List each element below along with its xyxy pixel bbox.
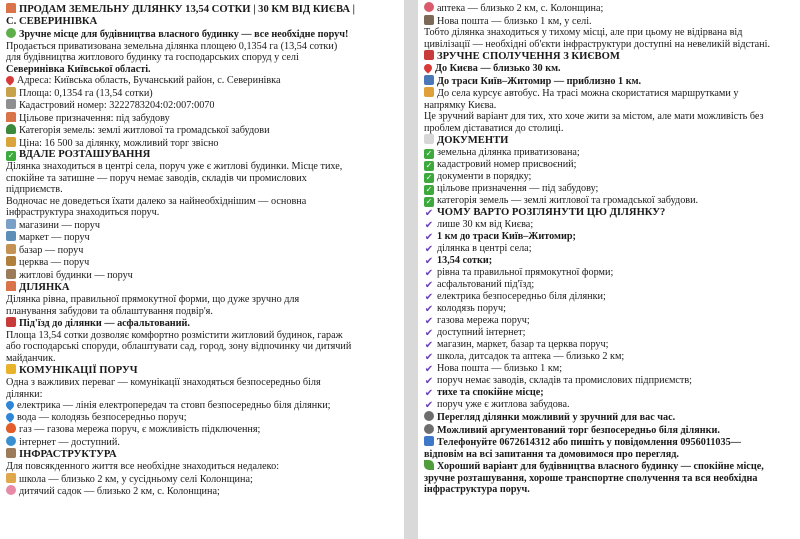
line-text: маркет — поруч: [19, 232, 90, 243]
line-text: Северинівка Київської області.: [6, 63, 151, 75]
line-text: рівна та правильної прямокутної форми;: [437, 267, 614, 278]
line-text: Одна з важливих переваг — комунікації знаходяться безпосередньо біля: [6, 377, 321, 388]
section-heading: [6, 281, 396, 294]
text-line: [424, 243, 794, 255]
text-line: [424, 15, 794, 28]
line-text: ділянки:: [6, 388, 43, 400]
text-line: [424, 2, 794, 15]
text-line: [6, 161, 396, 173]
sprout-icon: [6, 28, 16, 38]
speech-icon: [424, 424, 434, 434]
line-text: газ — газова мережа поруч, є можливість підключення;: [19, 424, 261, 435]
line-text: Телефонуйте 0672614312 або пишіть у повідомлення 0956011035—: [437, 437, 741, 448]
line-text: школа — близько 2 км, у сусідньому селі Колонщина;: [19, 473, 253, 485]
tree-icon: [6, 124, 16, 134]
checkmark-icon: ✔: [424, 328, 434, 339]
line-text: земельна ділянка приватизована;: [437, 147, 580, 158]
checkmark-icon: ✔: [424, 220, 434, 231]
text-line: [424, 375, 794, 387]
line-text: До траси Київ–Житомир — приблизно 1 км.: [437, 75, 642, 87]
text-line: [424, 387, 794, 399]
car-icon: [6, 317, 16, 327]
phone-icon: [424, 436, 434, 446]
basket-icon: [6, 244, 16, 254]
line-text: категорія земель — землі житлової та громадської забудови.: [437, 195, 699, 206]
pin-icon: [6, 75, 16, 86]
line-text: С. СЕВЕРИНІВКА: [6, 16, 98, 27]
house-icon: [6, 112, 16, 122]
line-text: базар — поруч: [19, 244, 84, 256]
text-line: [424, 63, 794, 75]
pin-icon: [424, 63, 434, 74]
checkmark-icon: ✔: [424, 316, 434, 327]
text-line: [6, 256, 396, 269]
line-text: колодязь поруч;: [437, 303, 506, 314]
text-line: [6, 28, 396, 41]
text-line: [424, 363, 794, 375]
text-line: [6, 137, 396, 150]
text-line: [6, 377, 396, 389]
line-text: Ціна: 16 500 за ділянку, можливий торг звісно: [19, 137, 219, 149]
ruler-icon: [6, 87, 16, 97]
section-heading: [424, 50, 794, 63]
line-text: спокійне та затишне — поруч немає заводів, складів чи промислових: [6, 172, 307, 184]
text-line: [6, 207, 396, 219]
text-line: [6, 219, 396, 232]
text-line: [6, 87, 396, 100]
checkmark-icon: ✔: [424, 280, 434, 291]
check-icon: ✓: [7, 151, 15, 160]
checkmark-icon: ✔: [424, 268, 434, 279]
checkmark-icon: ✔: [424, 388, 434, 399]
line-text: інтернет — доступний.: [19, 436, 120, 448]
text-line: [424, 291, 794, 303]
line-text: Нова пошта — близько 1 км;: [437, 363, 563, 374]
text-line: [424, 183, 794, 195]
section-heading: [424, 134, 794, 147]
line-text: дитячий садок — близько 2 км, с. Колонщина;: [19, 486, 220, 497]
section-heading: [6, 3, 396, 16]
line-text: вода — колодязь безпосередньо поруч;: [17, 411, 187, 423]
line-text: відповім на всі запитання та домовимося про перегляд.: [424, 448, 679, 460]
section-heading: [6, 149, 396, 161]
line-text: кадастровий номер присвоєний;: [437, 159, 577, 170]
road-icon: [424, 75, 434, 85]
text-line: [6, 473, 396, 486]
line-text: аптека — близько 2 км, с. Колонщина;: [437, 3, 604, 14]
checkmark-icon: ✔: [424, 364, 434, 375]
baby-icon: [6, 485, 16, 495]
houses-icon: [6, 269, 16, 279]
line-text: інфраструктура знаходиться поруч.: [6, 207, 160, 218]
text-line: [6, 330, 396, 342]
checkmark-icon: ✔: [424, 304, 434, 315]
line-text: ДІЛЯНКА: [19, 282, 70, 293]
eye-icon: [424, 411, 434, 421]
text-line: [6, 112, 396, 125]
text-line: [424, 399, 794, 411]
car-icon: [424, 50, 434, 60]
line-text: Хороший варіант для будівництва власного будинку — спокійне місце,: [437, 461, 764, 472]
line-text: електрика безпосередньо біля ділянки;: [437, 291, 606, 302]
line-text: Кадастровий номер: 3222783204:02:007:0070: [19, 100, 215, 111]
line-text: До села курсує автобус. На трасі можна скористатися маршрутками у: [437, 88, 739, 99]
water-drop-icon: [6, 412, 16, 423]
text-line: [6, 341, 396, 353]
text-line: [424, 147, 794, 159]
checkmark-icon: ✔: [424, 232, 434, 243]
line-text: тихе та спокійне місце;: [437, 387, 544, 398]
section-heading: [424, 207, 794, 219]
line-text: підприємств.: [6, 184, 63, 195]
text-line: [6, 461, 396, 473]
line-text: 1 км до траси Київ–Житомир;: [437, 231, 576, 242]
text-line: [6, 389, 396, 401]
line-text: напрямку Києва.: [424, 99, 497, 111]
text-line: [424, 267, 794, 279]
line-text: асфальтований під'їзд;: [437, 279, 535, 290]
text-line: [6, 184, 396, 196]
globe-icon: [6, 436, 16, 446]
text-line: [6, 294, 396, 306]
text-line: [6, 412, 396, 424]
check-icon: ✓: [425, 197, 433, 206]
text-line: [6, 317, 396, 330]
check-icon: ✓: [425, 173, 433, 182]
line-text: Ділянка рівна, правильної прямокутної форми, що дуже зручно для: [6, 294, 300, 305]
text-line: [424, 327, 794, 339]
line-text: Нова пошта — близько 1 км, у селі.: [437, 15, 592, 27]
line-text: Адреса: Київська область, Бучанський район, с. Северинівка: [17, 75, 281, 86]
pill-icon: [424, 2, 434, 12]
building-icon: [6, 448, 16, 458]
line-text: цільове призначення — під забудову;: [437, 183, 599, 194]
text-line: [6, 269, 396, 282]
checkmark-icon: ✔: [424, 256, 434, 267]
line-text: Під'їзд до ділянки — асфальтований.: [19, 318, 190, 329]
text-line: [6, 75, 396, 87]
document-page-right: [418, 0, 800, 539]
line-text: Площа: 0,1354 га (13,54 сотки): [19, 87, 153, 99]
line-text: цивілізації — необхідні об'єкти інфраструктури доступні на невеликій відстані.: [424, 38, 771, 50]
line-text: Продається приватизована земельна ділянка площею 0,1354 га (13,54 сотки): [6, 40, 338, 52]
checkmark-icon: ✔: [424, 400, 434, 411]
line-text: Це зручний варіант для тих, хто хоче жити за містом, але мати можливість без: [424, 111, 764, 122]
text-line: [6, 52, 396, 64]
text-line: [424, 159, 794, 171]
line-text: ЗРУЧНЕ СПОЛУЧЕННЯ З КИЄВОМ: [437, 51, 620, 62]
section-heading: [6, 16, 396, 28]
section-heading: [6, 448, 396, 461]
line-text: лише 30 км від Києва;: [437, 219, 534, 230]
line-text: ДОКУМЕНТИ: [437, 135, 509, 146]
text-line: [424, 75, 794, 88]
checkmark-icon: ✔: [424, 352, 434, 363]
checkmark-icon: ✔: [424, 208, 434, 219]
line-text: церква — поруч: [19, 257, 90, 268]
line-text: газова мережа поруч;: [437, 315, 530, 326]
section-heading: [6, 364, 396, 377]
text-line: [424, 436, 794, 449]
text-line: [424, 315, 794, 327]
line-text: Можливий аргументований торг безпосередньо біля ділянки.: [437, 424, 720, 436]
mailbox-icon: [424, 15, 434, 25]
document-icon: [6, 99, 16, 109]
checkmark-icon: ✔: [424, 340, 434, 351]
line-text: 13,54 сотки;: [437, 255, 493, 266]
line-text: електрика — лінія електропередач та стовп безпосередньо біля ділянки;: [17, 400, 331, 411]
line-text: ІНФРАСТРУКТУРА: [19, 449, 117, 460]
text-line: [6, 124, 396, 137]
text-line: [424, 279, 794, 291]
memo-icon: [424, 134, 434, 144]
text-line: [424, 424, 794, 437]
school-icon: [6, 473, 16, 483]
text-line: [424, 195, 794, 207]
line-text: Категорія земель: землі житлової та громадської забудови: [19, 125, 270, 136]
electricity-icon: [6, 400, 16, 411]
line-text: майданчик.: [6, 352, 56, 364]
money-bag-icon: [6, 137, 16, 147]
text-line: [6, 41, 396, 53]
line-text: школа, дитсадок та аптека — близько 2 км;: [437, 351, 625, 362]
text-line: [424, 473, 794, 485]
check-icon: ✓: [425, 185, 433, 194]
line-text: проблем діставатися до столиці.: [424, 122, 564, 134]
line-text: ПРОДАМ ЗЕМЕЛЬНУ ДІЛЯНКУ 13,54 СОТКИ | 30 КМ ВІД КИЄВА |: [19, 4, 356, 15]
lightning-icon: [6, 364, 16, 374]
line-text: магазин, маркет, базар та церква поруч;: [437, 339, 609, 350]
text-line: [6, 196, 396, 208]
shop-icon: [6, 219, 16, 229]
line-text: документи в порядку;: [437, 171, 532, 182]
text-line: [424, 411, 794, 424]
line-text: поруч уже є житлова забудова.: [437, 399, 570, 410]
house-icon: [6, 281, 16, 291]
text-line: [424, 123, 794, 135]
line-text: Водночас не доведеться їхати далеко за найнеобхіднішим — основна: [6, 195, 307, 207]
fire-icon: [6, 423, 16, 433]
text-line: [6, 423, 396, 436]
line-text: ділянка в центрі села;: [437, 243, 532, 254]
checkmark-icon: ✔: [424, 292, 434, 303]
line-text: КОМУНІКАЦІЇ ПОРУЧ: [19, 365, 138, 376]
text-line: [6, 400, 396, 412]
line-text: Площа 13,54 сотки дозволяє комфортно розмістити житловий будинок, гараж: [6, 329, 343, 341]
house-icon: [6, 3, 16, 13]
line-text: інфраструктура поруч.: [424, 484, 530, 495]
text-line: [6, 353, 396, 365]
line-text: Цільове призначення: під забудову: [19, 112, 170, 124]
line-text: житлові будинки — поруч: [19, 269, 133, 281]
text-line: [6, 485, 396, 498]
sprout-icon: [424, 460, 434, 470]
line-text: Зручне місце для будівництва власного будинку — все необхідне поруч!: [19, 29, 349, 40]
text-line: [424, 100, 794, 112]
line-text: ВДАЛЕ РОЗТАШУВАННЯ: [19, 149, 151, 160]
church-icon: [6, 256, 16, 266]
text-line: [424, 339, 794, 351]
line-text: Перегляд ділянки можливий у зручний для вас час.: [437, 412, 676, 423]
text-line: [6, 173, 396, 185]
text-line: [424, 351, 794, 363]
text-line: [424, 87, 794, 100]
text-line: [6, 244, 396, 257]
checkmark-icon: ✔: [424, 244, 434, 255]
check-icon: ✓: [425, 161, 433, 170]
text-line: [424, 449, 794, 461]
line-text: поруч немає заводів, складів та промислових підприємств;: [437, 375, 693, 386]
text-line: [424, 171, 794, 183]
line-text: До Києва — близько 30 км.: [435, 63, 561, 74]
text-line: [6, 64, 396, 76]
line-text: для будівництва житлового будинку та господарських споруд у селі: [6, 52, 299, 63]
text-line: [424, 460, 794, 473]
line-text: зручне розташування, хороше транспортне сполучення та вся необхідна: [424, 472, 758, 484]
text-line: [424, 111, 794, 123]
check-icon: ✓: [425, 149, 433, 158]
text-line: [6, 436, 396, 449]
text-line: [424, 231, 794, 243]
text-line: [6, 306, 396, 318]
checkmark-icon: ✔: [424, 376, 434, 387]
text-line: [6, 99, 396, 112]
text-line: [424, 255, 794, 267]
line-text: Тобто ділянка знаходиться у тихому місці, але при цьому не відірвана від: [424, 27, 743, 38]
line-text: Ділянка знаходиться в центрі села, поруч уже є житлові будинки. Місце тихе,: [6, 161, 343, 172]
line-text: доступний інтернет;: [437, 327, 526, 338]
line-text: або господарські споруди, облаштувати сад, город, зону відпочинку чи дитячий: [6, 341, 352, 352]
cart-icon: [6, 231, 16, 241]
text-line: [424, 219, 794, 231]
text-line: [424, 27, 794, 39]
line-text: Для повсякденного життя все необхідне знаходиться недалеко:: [6, 461, 280, 472]
text-line: [424, 484, 794, 496]
bus-icon: [424, 87, 434, 97]
line-text: магазини — поруч: [19, 219, 100, 231]
line-text: ЧОМУ ВАРТО РОЗГЛЯНУТИ ЦЮ ДІЛЯНКУ?: [437, 207, 666, 218]
text-line: [424, 39, 794, 51]
line-text: планування забудови та облаштування подвір'я.: [6, 305, 213, 317]
text-line: [424, 303, 794, 315]
text-line: [6, 231, 396, 244]
